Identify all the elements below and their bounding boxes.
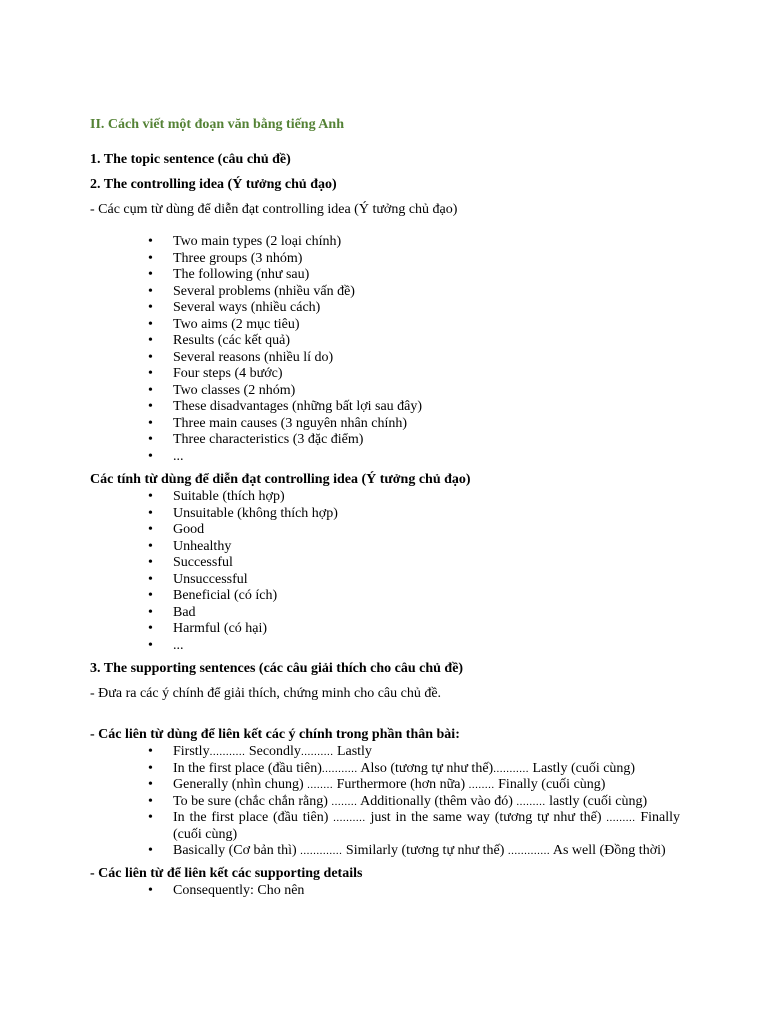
list-item: • Four steps (4 bước) — [90, 366, 680, 383]
list-item: • Suitable (thích hợp) — [90, 489, 680, 506]
list-item — [90, 777, 680, 794]
list-item: • Unsuitable (không thích hợp) — [90, 506, 680, 523]
linking-last: Lastly — [333, 744, 372, 759]
linking-second: Additionally (thêm vào đó) — [357, 793, 517, 809]
list-item: • ... — [90, 449, 680, 466]
linking-second: Similarly (tương tự như thế) — [342, 843, 508, 858]
adjectives-list — [90, 489, 680, 654]
linking-first: Generally (nhìn chung) — [173, 777, 308, 792]
supporting-description: - Đưa ra các ý chính để giải thích, chứng minh cho câu chủ đề. — [90, 686, 442, 701]
list-item: • Successful — [90, 555, 680, 572]
list-item: • Beneficial (có ích) — [90, 588, 680, 605]
linking-last: Finally (cuối cùng) — [494, 777, 606, 792]
dot-leader: ........... — [321, 762, 358, 775]
linking-last: lastly (cuối cùng) — [545, 793, 648, 809]
dot-leader: ............. — [300, 845, 343, 857]
supporting-details-list — [90, 883, 680, 900]
dot-leader: ............. — [507, 845, 551, 857]
linking-words-intro: - Các liên từ dùng để liên kết các ý chính trong phần thân bài: — [90, 727, 460, 742]
supporting-details-intro: - Các liên từ để liên kết các supporting details — [90, 866, 363, 881]
dot-leader: ......... — [606, 812, 636, 824]
dot-leader: ........ — [468, 779, 495, 791]
phrases-list — [90, 234, 680, 465]
dot-leader: ........... — [493, 762, 529, 775]
list-item: • Several reasons (nhiều lí do) — [90, 350, 680, 367]
list-item: • Unhealthy — [90, 539, 680, 556]
phrases-intro: - Các cụm từ dùng để diễn đạt controlling idea (Ý tưởng chủ đạo) — [90, 202, 458, 217]
linking-first: Firstly — [173, 744, 210, 759]
list-item: • Bad — [90, 605, 680, 622]
linking-words-list — [90, 744, 680, 860]
list-item: • Two classes (2 nhóm) — [90, 383, 680, 400]
list-item: • Several ways (nhiều cách) — [90, 300, 680, 317]
linking-first: In the first place (đầu tiên) — [173, 810, 334, 825]
dot-leader: ......... — [516, 795, 546, 808]
dot-leader: .......... — [300, 746, 334, 758]
controlling-idea-heading: 2. The controlling idea (Ý tưởng chủ đạo) — [90, 177, 337, 192]
list-item: • The following (như sau) — [90, 267, 680, 284]
list-item — [90, 794, 680, 811]
list-item: • Results (các kết quả) — [90, 333, 680, 350]
list-item: • Several problems (nhiều vấn đề) — [90, 284, 680, 301]
linking-second: just in the same way (tương tự như thế) — [365, 810, 607, 825]
adjectives-intro: Các tính từ dùng để diễn đạt controlling idea (Ý tưởng chủ đạo) — [90, 472, 471, 487]
list-item: • Consequently: Cho nên — [90, 883, 680, 900]
list-item: • Two aims (2 mục tiêu) — [90, 317, 680, 334]
dot-leader: ........... — [209, 746, 246, 758]
list-item — [90, 810, 680, 843]
list-item: • Three groups (3 nhóm) — [90, 251, 680, 268]
list-item: • Unsuccessful — [90, 572, 680, 589]
list-item: • Good — [90, 522, 680, 539]
list-item: • ... — [90, 638, 680, 655]
section-heading: II. Cách viết một đoạn văn bằng tiếng Anh — [90, 117, 344, 132]
supporting-sentences-heading: 3. The supporting sentences (các câu giải thích cho câu chủ đề) — [90, 661, 464, 676]
list-item: • These disadvantages (những bất lợi sau đây) — [90, 399, 680, 416]
linking-last: As well (Đồng thời) — [550, 843, 666, 858]
linking-second: Also (tương tự như thế) — [357, 760, 494, 776]
list-item: • Three characteristics (3 đặc điểm) — [90, 432, 680, 449]
dot-leader: ........ — [331, 795, 358, 808]
dot-leader: ........ — [307, 779, 334, 791]
list-item — [90, 744, 680, 761]
linking-last: Finally (cuối cùng) — [173, 810, 681, 842]
list-item: • Two main types (2 loại chính) — [90, 234, 680, 251]
list-item — [90, 843, 680, 860]
list-item: • Three main causes (3 nguyên nhân chính) — [90, 416, 680, 433]
linking-first: In the first place (đầu tiên) — [173, 760, 322, 776]
linking-last: Lastly (cuối cùng) — [528, 760, 636, 776]
linking-first: Basically (Cơ bản thì) — [173, 843, 301, 858]
topic-sentence-heading: 1. The topic sentence (câu chủ đề) — [90, 152, 291, 167]
linking-second: Secondly — [245, 744, 301, 759]
dot-leader: .......... — [333, 812, 366, 824]
list-item: • Harmful (có hại) — [90, 621, 680, 638]
list-item — [90, 761, 680, 778]
linking-first: To be sure (chắc chắn rằng) — [173, 793, 332, 809]
linking-second: Furthermore (hơn nữa) — [333, 777, 469, 792]
